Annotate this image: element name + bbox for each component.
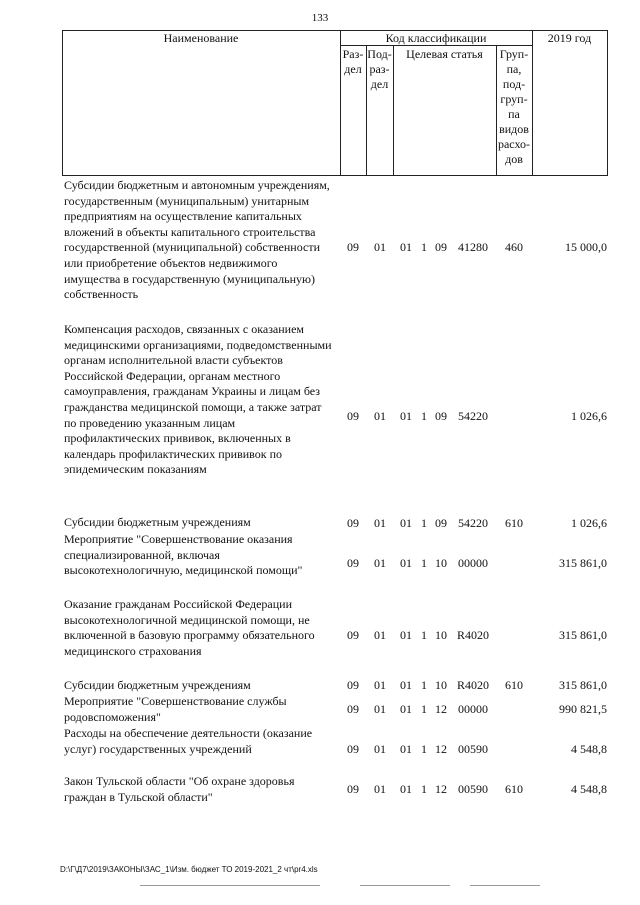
row-target-2: 1 <box>421 409 427 423</box>
row-target-4: 00000 <box>458 556 488 570</box>
row-target-2: 1 <box>421 556 427 570</box>
row-target-1: 01 <box>400 516 412 530</box>
row-amount: 4 548,8 <box>571 742 607 756</box>
row-name: Субсидии бюджетным учреждениям <box>64 678 251 692</box>
row-razdel: 09 <box>347 556 359 570</box>
row-target-1: 01 <box>400 409 412 423</box>
row-podrazdel: 01 <box>374 556 386 570</box>
row-target-4: 00590 <box>458 782 488 796</box>
header-code-group: Код классификации <box>385 31 487 45</box>
row-group: 610 <box>505 516 523 530</box>
row-podrazdel: 01 <box>374 702 386 716</box>
header-divider <box>532 30 533 176</box>
row-target-3: 10 <box>435 556 447 570</box>
row-target-3: 09 <box>435 240 447 254</box>
row-amount: 4 548,8 <box>571 782 607 796</box>
row-name: Компенсация расходов, связанных с оказанием медицинскими организациями, подведомственными органам исполнительной власти субъектов Российской Федерации, органам местного самоуправления, гражданам Украины и лицам без гражданства медицинской помощи, а также затрат по проведению указанным лицам профилактических прививок, включенных в календарь профилактических прививок по эпидемическим показаниям <box>64 322 332 477</box>
row-target-4: 00590 <box>458 742 488 756</box>
row-target-4: R4020 <box>456 678 489 692</box>
row-razdel: 09 <box>347 742 359 756</box>
row-amount: 315 861,0 <box>559 556 607 570</box>
header-group: Груп- па, под- груп- па видов расхо- дов <box>497 47 531 166</box>
row-target-3: 12 <box>435 742 447 756</box>
footer-divider <box>360 885 450 886</box>
footer-file-path: D:\Г\Д7\2019\ЗАКОНЫ\ЗАС_1\Изм. бюджет ТО 2019-2021_2 чт\pr4.xls <box>60 865 318 874</box>
row-amount: 315 861,0 <box>559 678 607 692</box>
row-amount: 315 861,0 <box>559 628 607 642</box>
row-name: Мероприятие "Совершенствование службы родовспоможения" <box>64 694 287 724</box>
row-podrazdel: 01 <box>374 516 386 530</box>
row-target-1: 01 <box>400 628 412 642</box>
row-target-3: 12 <box>435 702 447 716</box>
row-target-4: 54220 <box>458 516 488 530</box>
row-name: Субсидии бюджетным учреждениям <box>64 515 251 529</box>
row-target-1: 01 <box>400 742 412 756</box>
row-target-1: 01 <box>400 240 412 254</box>
row-amount: 990 821,5 <box>559 702 607 716</box>
header-bottom-border <box>62 175 608 176</box>
row-podrazdel: 01 <box>374 782 386 796</box>
row-target-4: 41280 <box>458 240 488 254</box>
row-name: Субсидии бюджетным и автономным учреждениям, государственным (муниципальным) унитарным предприятиям на осуществление капитальных вложений в объекты капитального строительства государственной (муниципальной) собственности или приобретение объектов недвижимого имущества в государственную (муниципальную) собственность <box>64 178 330 302</box>
row-podrazdel: 01 <box>374 628 386 642</box>
page-number: 133 <box>311 12 329 24</box>
header-target: Целевая статья <box>406 47 483 61</box>
row-target-1: 01 <box>400 678 412 692</box>
row-razdel: 09 <box>347 628 359 642</box>
row-target-2: 1 <box>421 782 427 796</box>
row-amount: 1 026,6 <box>571 516 607 530</box>
row-target-2: 1 <box>421 742 427 756</box>
row-target-1: 01 <box>400 556 412 570</box>
row-target-2: 1 <box>421 516 427 530</box>
row-razdel: 09 <box>347 782 359 796</box>
row-target-3: 09 <box>435 516 447 530</box>
row-razdel: 09 <box>347 240 359 254</box>
header-razdel: Раз- дел <box>342 47 364 76</box>
row-target-3: 12 <box>435 782 447 796</box>
row-name: Оказание гражданам Российской Федерации высокотехнологичной медицинской помощи, не включенной в базовую программу обязательного медицинского страхования <box>64 597 315 658</box>
row-group: 610 <box>505 782 523 796</box>
row-name: Мероприятие "Совершенствование оказания специализированной, включая высокотехнологичную, медицинской помощи" <box>64 532 303 578</box>
row-target-4: 00000 <box>458 702 488 716</box>
row-target-1: 01 <box>400 702 412 716</box>
row-target-4: 54220 <box>458 409 488 423</box>
row-podrazdel: 01 <box>374 409 386 423</box>
row-target-2: 1 <box>421 240 427 254</box>
footer-divider <box>140 885 320 886</box>
row-target-2: 1 <box>421 702 427 716</box>
row-amount: 1 026,6 <box>571 409 607 423</box>
header-left-border <box>62 30 63 176</box>
header-podrazdel: Под- раз- дел <box>367 47 392 91</box>
header-divider <box>393 45 394 176</box>
row-razdel: 09 <box>347 678 359 692</box>
row-target-3: 10 <box>435 628 447 642</box>
footer-divider <box>470 885 540 886</box>
row-razdel: 09 <box>347 516 359 530</box>
row-amount: 15 000,0 <box>565 240 607 254</box>
row-razdel: 09 <box>347 702 359 716</box>
row-razdel: 09 <box>347 409 359 423</box>
row-target-3: 09 <box>435 409 447 423</box>
row-group: 460 <box>505 240 523 254</box>
row-target-2: 1 <box>421 628 427 642</box>
row-name: Закон Тульской области "Об охране здоровья граждан в Тульской области" <box>64 774 295 804</box>
row-podrazdel: 01 <box>374 240 386 254</box>
header-year: 2019 год <box>547 31 592 45</box>
row-name: Расходы на обеспечение деятельности (оказание услуг) государственных учреждений <box>64 726 313 756</box>
row-podrazdel: 01 <box>374 742 386 756</box>
row-target-1: 01 <box>400 782 412 796</box>
row-target-4: R4020 <box>456 628 489 642</box>
row-target-2: 1 <box>421 678 427 692</box>
row-podrazdel: 01 <box>374 678 386 692</box>
header-name: Наименование <box>163 31 239 45</box>
header-right-border <box>607 30 608 176</box>
row-target-3: 10 <box>435 678 447 692</box>
row-group: 610 <box>505 678 523 692</box>
